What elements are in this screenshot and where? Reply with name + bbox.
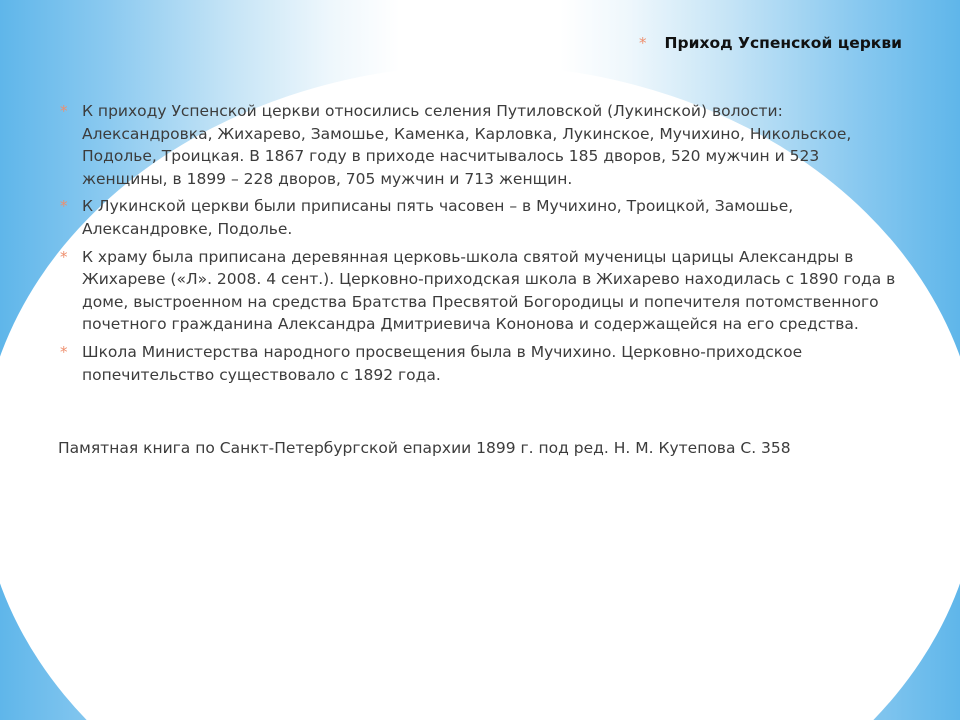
bullet-icon: * [60, 102, 68, 120]
bullet-text: К Лукинской церкви были приписаны пять часовен – в Мучихино, Троицкой, Замошье, Александровке, Подолье. [82, 197, 794, 238]
bullet-text: К храму была приписана деревянная церковь-школа святой мученицы царицы Александры в Жихареве («Л». 2008. 4 сент.). Церковно-приходская школа в Жихарево находилась с 1890 года в доме, выстроенном на средства Братства Пресвятой Богородицы и попечителя потомственного почетного гражданина Александра Дмитриевича Кононова и содержащейся на его средства. [82, 247, 896, 334]
source-note: Памятная книга по Санкт-Петербургской епархии 1899 г. под ред. Н. М. Кутепова С. 358 [58, 439, 791, 457]
bullet-icon: * [60, 342, 68, 361]
bullet-item [60, 246, 900, 336]
bullet-icon: * [60, 197, 68, 216]
title-bullet-icon: * [639, 34, 647, 52]
bullet-item [60, 195, 900, 240]
bullet-text: К приходу Успенской церкви относились селения Путиловской (Лукинской) волости: Александровка, Жихарево, Замошье, Каменка, Карловка, Лукинское, Мучихино, Никольское, Подолье, Троицкая. В 1867 году в приходе насчитывалось 185 дворов, 520 мужчин и 523 женщины, в 1899 – 228 дворов, 705 мужчин и 713 женщин. [82, 102, 852, 188]
slide-title: Приход Успенской церкви [664, 34, 902, 52]
bullet-icon: * [60, 247, 68, 266]
title-row [639, 34, 902, 52]
bullet-text: Школа Министерства народного просвещения была в Мучихино. Церковно-приходское попечительство существовало с 1892 года. [82, 342, 803, 384]
bullet-list [60, 100, 900, 386]
bullet-item [60, 341, 900, 386]
bullet-item [60, 100, 900, 190]
slide-content [60, 100, 900, 391]
